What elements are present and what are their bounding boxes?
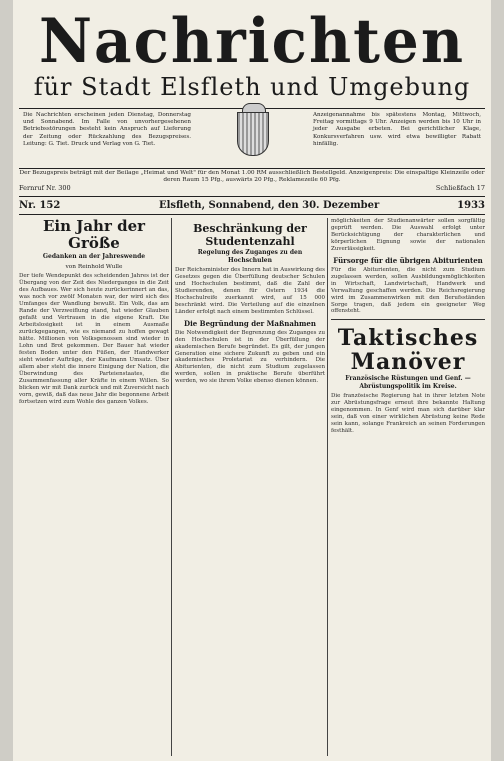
- article-column-1: [19, 218, 169, 758]
- masthead-title: Nachrichten: [38, 5, 466, 77]
- masthead: [13, 5, 491, 101]
- rule-date-bottom: [19, 214, 485, 215]
- advertisement-info: Anzeigenannahme bis spätestens Montag, Mittwoch, Freitag vormittags 9 Uhr. Anzeigen werden bis 10 Uhr in jeder Ausgabe erbeten. Bei gerichtlicher Klage, Konkursverfahren usw. wird etwa bewilligter Rabatt hinfällig.: [313, 112, 481, 147]
- column-separator: [171, 218, 172, 756]
- article-headline: Taktisches Manöver: [337, 325, 479, 376]
- article-headline: Beschränkung der Studentenzahl: [193, 222, 307, 248]
- mailbox-number: Schließfach 17: [435, 184, 485, 192]
- section-heading: Die Begründung der Maßnahmen: [184, 318, 316, 328]
- newspaper-page: [13, 0, 491, 761]
- issue-number: Nr. 152: [19, 200, 61, 211]
- publication-info: Die Nachrichten erscheinen jeden Dienstag, Donnerstag und Sonnabend. Im Falle von unvorhergesehenen Betriebsstörungen besteht kein Anspruch auf Lieferung der Zeitung oder Rückzahlung des Bezugspreises. Leitung: G. Tiet. Druck und Verlag von G. Tiet.: [23, 112, 191, 147]
- issue-date-row: [19, 199, 485, 213]
- article-body: Der Reichsminister des Innern hat in Auswirkung des Gesetzes gegen die Überfüllung deutscher Schulen und Hochschulen bestimmt, daß die Zahl der Studierenden, denen für Ostern 1934 die Hochschulreife zuerkannt wird, auf 15 000 beschränkt wird. Die Verteilung auf die einzelnen Länder erfolgt nach einem bestimmten Schlüssel.: [175, 267, 325, 315]
- article-headline: Ein Jahr der Größe: [42, 218, 146, 252]
- article-body: Der tiefe Wendepunkt des scheidenden Jahres ist der Übergang von der Zeit des Niederganges in die Zeit des Aufbaues. Wer sich heute zurückerinnert an das, was noch vor zwölf Monaten war, der wird sich des Umfanges der Wandlung bewußt. Ein Volk, das am Rande der Verzweiflung stand, hat wieder Glauben gefaßt und Vertrauen in die eigene Kraft. Die Arbeitslosigkeit ist in einem Ausmaße zurückgegangen, wie es niemand zu hoffen gewagt hätte. Millionen von Volksgenossen sind wieder in Lohn und Brot gekommen. Der Bauer hat wieder festen Boden unter den Füßen, der Handwerker sieht wieder Aufträge, der Kaufmann Umsatz. Über allem aber steht die innere Einigung der Nation, die Überwindung des Parteienstaates, die Zusammenfassung aller Kräfte in einem Willen. So blicken wir mit Dank zurück und mit Zuversicht nach vorn, gewiß, daß das neue Jahr die begonnene Arbeit fortsetzen wird zum Wohle des ganzen Volkes.: [19, 273, 169, 405]
- article-body: Für die Abiturienten, die nicht zum Studium zugelassen werden, sollen Ausbildungsmöglichkeiten in Wirtschaft, Landwirtschaft, Handwerk und Verwaltung geschaffen werden. Die Reichsregierung wird im Zusammenwirken mit den Berufsständen Sorge tragen, daß jedem ein geeigneter Weg offensteht.: [331, 266, 485, 315]
- article-body: Die Notwendigkeit der Begrenzung des Zuganges zu den Hochschulen ist in der Überfüllung der akademischen Berufe begründet. Es gilt, der jungen Generation eine sichere Zukunft zu geben und ein akademisches Proletariat zu verhindern. Die Abiturienten, die nicht zum Studium zugelassen werden, sollen in praktische Berufe überführt werden, wo sie ihrem Volke ebenso dienen können.: [175, 329, 325, 385]
- coat-of-arms-icon: [237, 112, 269, 156]
- article-subheadline: Gedanken an der Jahreswende: [42, 253, 146, 260]
- article-column-3: [331, 218, 485, 758]
- article-subheadline: Französische Rüstungen und Genf. — Abrüstungspolitik im Kreise.: [345, 375, 471, 390]
- article-column-2: [175, 218, 325, 758]
- masthead-subtitle: für Stadt Elsfleth und Umgebung: [33, 73, 471, 101]
- article-body: Die französische Regierung hat in ihrer letzten Note zur Abrüstungsfrage erneut ihre bekannte Haltung eingenommen. In Genf wird man sich darüber klar sein, daß von einer wirklichen Abrüstung keine Rede sein kann, solange Frankreich an seinen Forderungen festhält.: [331, 393, 485, 435]
- subscription-price-info: Der Bezugspreis beträgt mit der Beilage „Heimat und Welt" für den Monat 1.00 RM ausschließlich Bestellgeld. Anzeigenpreis: Die einspaltige Kleinzeile oder deren Raum 15 Pfg., auswärts 20 Pfg., Reklamezeile 60 Pfg.: [19, 170, 485, 183]
- rule-mid: [19, 168, 485, 169]
- phone-number: Fernruf Nr. 300: [19, 184, 71, 192]
- article-body: möglichkeiten der Studienanwärter sollen sorgfältig geprüft werden. Die Auswahl erfolgt unter Berücksichtigung der charakterlichen und körperlichen Eignung sowie der nationalen Zuverlässigkeit.: [331, 218, 485, 252]
- issue-year: 1933: [457, 200, 485, 211]
- rule-date-top: [19, 196, 485, 197]
- section-heading: Fürsorge für die übrigen Abiturienten: [333, 255, 483, 265]
- divider: [331, 319, 485, 320]
- info-box-row: [23, 112, 481, 176]
- column-separator: [327, 218, 328, 756]
- article-byline: von Reinhold Wulle: [65, 263, 123, 270]
- issue-place-date: Elsfleth, Sonnabend, den 30. Dezember: [159, 200, 380, 211]
- article-subheadline: Regelung des Zuganges zu den Hochschulen: [197, 249, 303, 264]
